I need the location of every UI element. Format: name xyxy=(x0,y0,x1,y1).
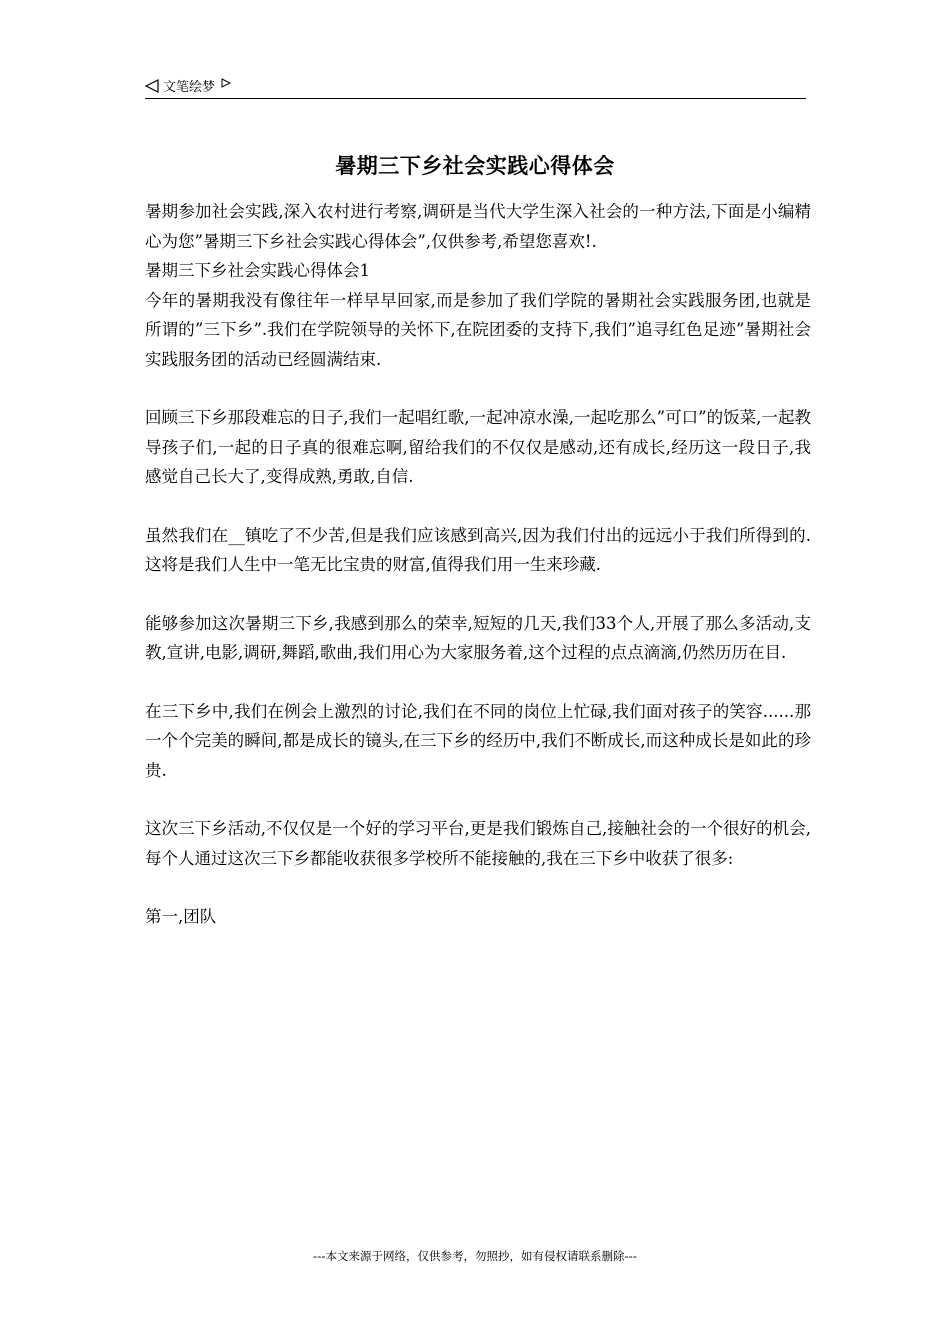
triangle-left-icon xyxy=(145,79,159,93)
document-body xyxy=(145,197,811,932)
body-paragraph: 这次三下乡活动,不仅仅是一个好的学习平台,更是我们锻炼自己,接触社会的一个很好的机会,每个人通过这次三下乡都能收获很多学校所不能接触的,我在三下乡中收获了很多: xyxy=(145,819,811,868)
body-paragraph: 第一,团队 xyxy=(145,907,217,926)
brand-name: 文笔绘梦 xyxy=(163,80,216,95)
section-subtitle: 暑期三下乡社会实践心得体会1 xyxy=(145,261,370,280)
footer-notice: ---本文来源于网络，仅供参考，勿照抄，如有侵权请联系删除--- xyxy=(313,1249,637,1263)
brand xyxy=(145,76,231,95)
body-paragraph: 今年的暑期我没有像往年一样早早回家,而是参加了我们学院的暑期社会实践服务团,也就是所谓的”三下乡”.我们在学院领导的关怀下,在院团委的支持下,我们”追寻红色足迹”暑期社会实践服务团的活动已经圆满结束. xyxy=(145,290,811,369)
page-header xyxy=(145,72,806,99)
triangle-right-icon xyxy=(221,78,231,88)
document-title: 暑期三下乡社会实践心得体会 xyxy=(335,154,615,178)
body-paragraph: 能够参加这次暑期三下乡,我感到那么的荣幸,短短的几天,我们33个人,开展了那么多活动,支教,宣讲,电影,调研,舞蹈,歌曲,我们用心为大家服务着,这个过程的点点滴滴,仍然历历在目. xyxy=(145,613,811,662)
body-paragraph: 回顾三下乡那段难忘的日子,我们一起唱红歌,一起冲凉水澡,一起吃那么”可口”的饭菜,一起教导孩子们,一起的日子真的很难忘啊,留给我们的不仅仅是感动,还有成长,经历这一段日子,我感觉自己长大了,变得成熟,勇敢,自信. xyxy=(145,408,811,486)
intro-paragraph: 暑期参加社会实践,深入农村进行考察,调研是当代大学生深入社会的一种方法,下面是小编精心为您”暑期三下乡社会实践心得体会”,仅供参考,希望您喜欢!. xyxy=(145,202,811,251)
body-paragraph: 在三下乡中,我们在例会上激烈的讨论,我们在不同的岗位上忙碌,我们面对孩子的笑容......那一个个完美的瞬间,都是成长的镜头,在三下乡的经历中,我们不断成长,而这种成长是如此的珍贵. xyxy=(145,701,811,780)
body-paragraph: 虽然我们在__镇吃了不少苦,但是我们应该感到高兴,因为我们付出的远远小于我们所得到的.这将是我们人生中一笔无比宝贵的财富,值得我们用一生来珍藏. xyxy=(145,525,811,574)
